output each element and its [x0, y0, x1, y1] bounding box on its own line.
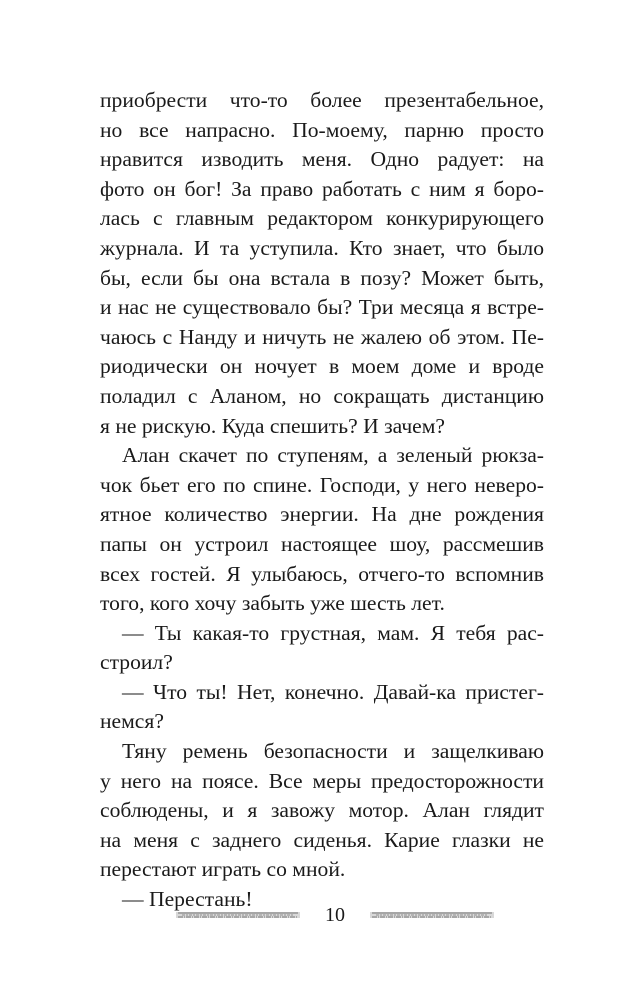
decorative-rule-right: [370, 911, 494, 919]
page-number: 10: [325, 904, 345, 926]
text-line: Алан скачет по ступеням, а зеленый рюкза-: [122, 443, 544, 468]
text-line: — Ты какая-то грустная, мам. Я тебя рас-: [122, 620, 544, 645]
text-line: фото он бог! За право работать с ним я боро-: [100, 176, 544, 201]
text-line: перестают играть со мной.: [100, 857, 346, 882]
text-line: ятное количество энергии. На дне рождения: [100, 502, 544, 527]
body-text: [100, 86, 544, 915]
decorative-rule-left: [176, 911, 300, 919]
text-line: и нас не существовало бы? Три месяца я встре-: [100, 295, 544, 320]
text-line: нравится изводить меня. Одно радует: на: [100, 147, 544, 172]
text-line: строил?: [100, 650, 173, 675]
page-footer: [0, 900, 644, 930]
text-line: чок бьет его по спине. Господи, у него невеpо-: [100, 472, 544, 497]
text-line: соблюдены, и я завожу мотор. Алан глядит: [100, 798, 544, 823]
text-line: бы, если бы она встала в позу? Может быть,: [100, 265, 544, 290]
text-line: лась с главным редактором конкурирующего: [100, 206, 544, 231]
text-line: у него на поясе. Все меры предосторожности: [100, 768, 544, 793]
text-line: всех гостей. Я улыбаюсь, отчего-то вспомнив: [100, 561, 544, 586]
text-line: того, кого хочу забыть уже шесть лет.: [100, 591, 445, 616]
text-line: поладил с Аланом, но сокращать дистанцию: [100, 383, 544, 408]
text-line: чаюсь с Нанду и ничуть не жалею об этом. Пе-: [100, 324, 544, 349]
text-line: — Что ты! Нет, конечно. Давай-ка пристег-: [122, 679, 544, 704]
text-line: немся?: [100, 709, 164, 734]
text-line: но все напрасно. По-моему, парню просто: [100, 117, 544, 142]
text-line: — Перестань!: [122, 887, 253, 912]
text-line: журнала. И та уступила. Кто знает, что было: [100, 235, 544, 260]
text-line: на меня с заднего сиденья. Карие глазки не: [100, 827, 544, 852]
text-line: папы он устроил настоящее шоу, рассмешив: [100, 531, 544, 556]
text-line: Тяну ремень безопасности и защелкиваю: [122, 739, 544, 764]
text-line: риодически он ночует в моем доме и вроде: [100, 354, 544, 379]
text-line: приобрести что-то более презентабельное,: [100, 88, 544, 112]
text-line: я не рискую. Куда спешить? И зачем?: [100, 413, 446, 438]
